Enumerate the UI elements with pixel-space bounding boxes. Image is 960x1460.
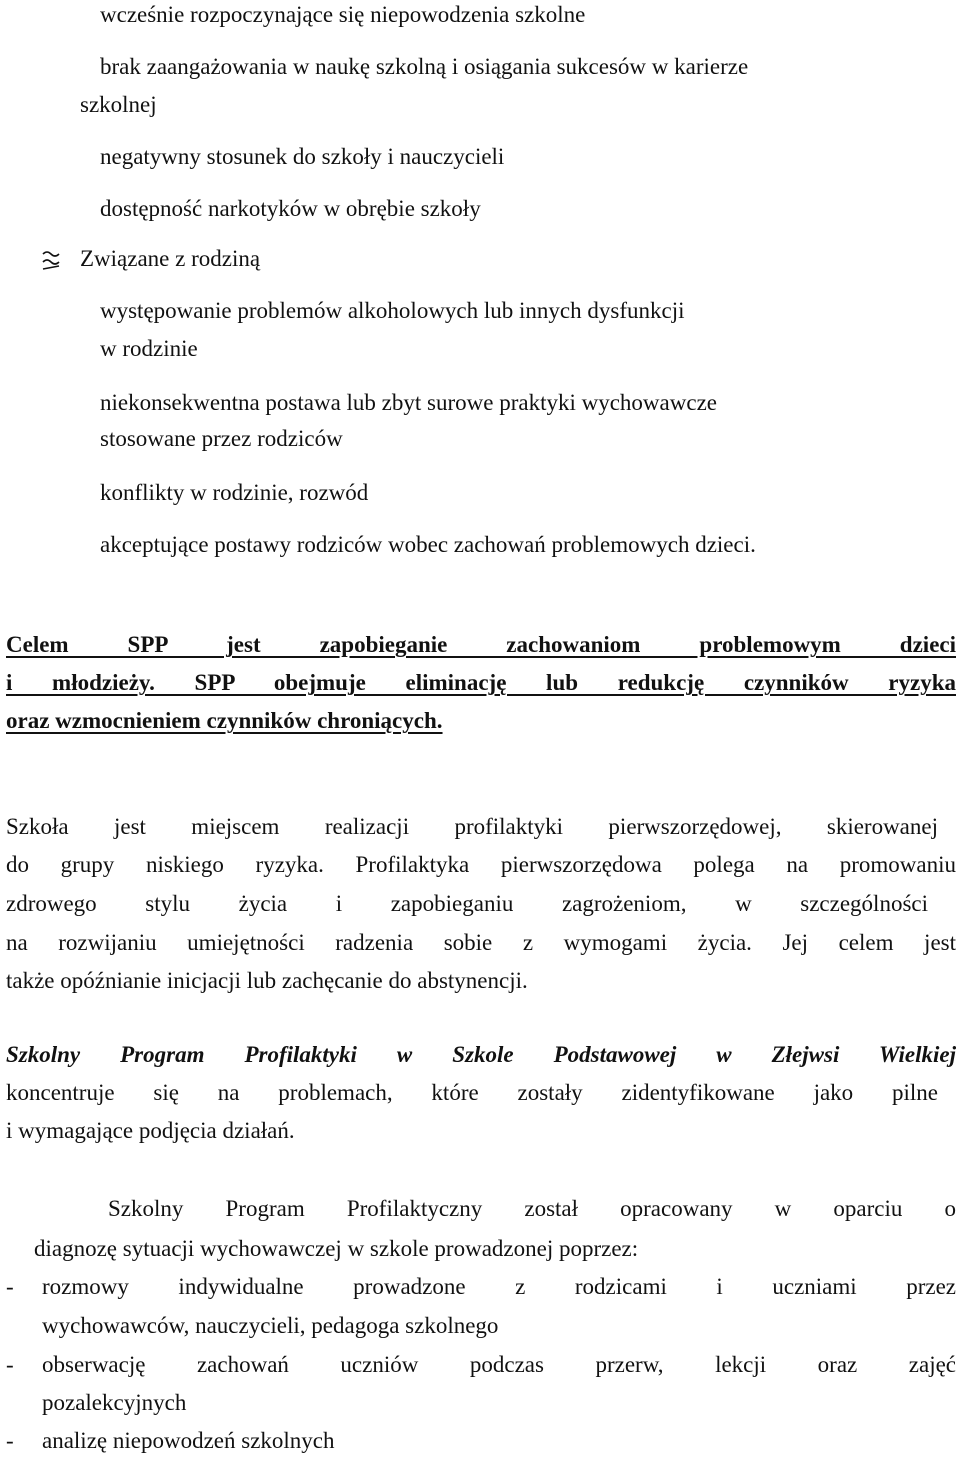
school-paragraph-line: zdrowego stylu życia i zapobieganiu zagrożeniom, w szczególności <box>6 891 928 916</box>
school-item: brak zaangażowania w naukę szkolną i osiągania sukcesów w karierze <box>100 54 749 79</box>
school-item: wcześnie rozpoczynające się niepowodzenia szkolne <box>100 2 586 27</box>
school-paragraph-line: także opóźnianie inicjacji lub zachęcanie do abstynencji. <box>6 968 528 993</box>
school-paragraph-line: Szkoła jest miejscem realizacji profilaktyki pierwszorzędowej, skierowanej <box>6 814 938 839</box>
family-item: akceptujące postawy rodziców wobec zachowań problemowych dzieci. <box>100 532 756 557</box>
program-paragraph-line: i wymagające podjęcia działań. <box>6 1118 295 1143</box>
diagnosis-intro-line: diagnozę sytuacji wychowawczej w szkole prowadzonej poprzez: <box>34 1236 639 1261</box>
diagnosis-item-line: pozalekcyjnych <box>42 1390 187 1415</box>
spp-goal-line: Celem SPP jest zapobieganie zachowaniom problemowym dzieci <box>6 632 956 657</box>
dash-marker: - <box>6 1428 14 1453</box>
school-paragraph-line: na rozwijaniu umiejętności radzenia sobie z wymogami życia. Jej celem jest <box>6 930 956 955</box>
family-item-continuation: stosowane przez rodziców <box>100 426 343 451</box>
program-title: Szkolny Program Profilaktyki w Szkole Podstawowej w Złejwsi Wielkiej <box>6 1042 956 1067</box>
diagnosis-item-line: rozmowy indywidualne prowadzone z rodzicami i uczniami przez <box>42 1274 956 1299</box>
dash-marker: - <box>6 1352 14 1377</box>
family-item: konflikty w rodzinie, rozwód <box>100 480 369 505</box>
school-item: dostępność narkotyków w obrębie szkoły <box>100 196 481 221</box>
family-item-continuation: w rodzinie <box>100 336 198 361</box>
school-paragraph-line: do grupy niskiego ryzyka. Profilaktyka pierwszorzędowa polega na promowaniu <box>6 852 956 877</box>
family-item: niekonsekwentna postawa lub zbyt surowe praktyki wychowawcze <box>100 390 717 415</box>
wavy-bullet-icon <box>40 244 64 274</box>
spp-goal-line: i młodzieży. SPP obejmuje eliminację lub redukcję czynników ryzyka <box>6 670 956 695</box>
program-paragraph-line: koncentruje się na problemach, które zostały zidentyfikowane jako pilne <box>6 1080 938 1105</box>
family-heading: Związane z rodziną <box>80 246 261 271</box>
school-item-continuation: szkolnej <box>80 92 157 117</box>
diagnosis-item-line: obserwację zachowań uczniów podczas przerw, lekcji oraz zajęć <box>42 1352 956 1377</box>
diagnosis-item-line: wychowawców, nauczycieli, pedagoga szkolnego <box>42 1313 499 1338</box>
diagnosis-intro-line: Szkolny Program Profilaktyczny został opracowany w oparciu o <box>108 1196 956 1221</box>
dash-marker: - <box>6 1274 14 1299</box>
diagnosis-item-line: analizę niepowodzeń szkolnych <box>42 1428 335 1453</box>
school-item: negatywny stosunek do szkoły i nauczycieli <box>100 144 505 169</box>
family-item: występowanie problemów alkoholowych lub innych dysfunkcji <box>100 298 685 323</box>
spp-goal-line: oraz wzmocnieniem czynników chroniących. <box>6 708 443 733</box>
